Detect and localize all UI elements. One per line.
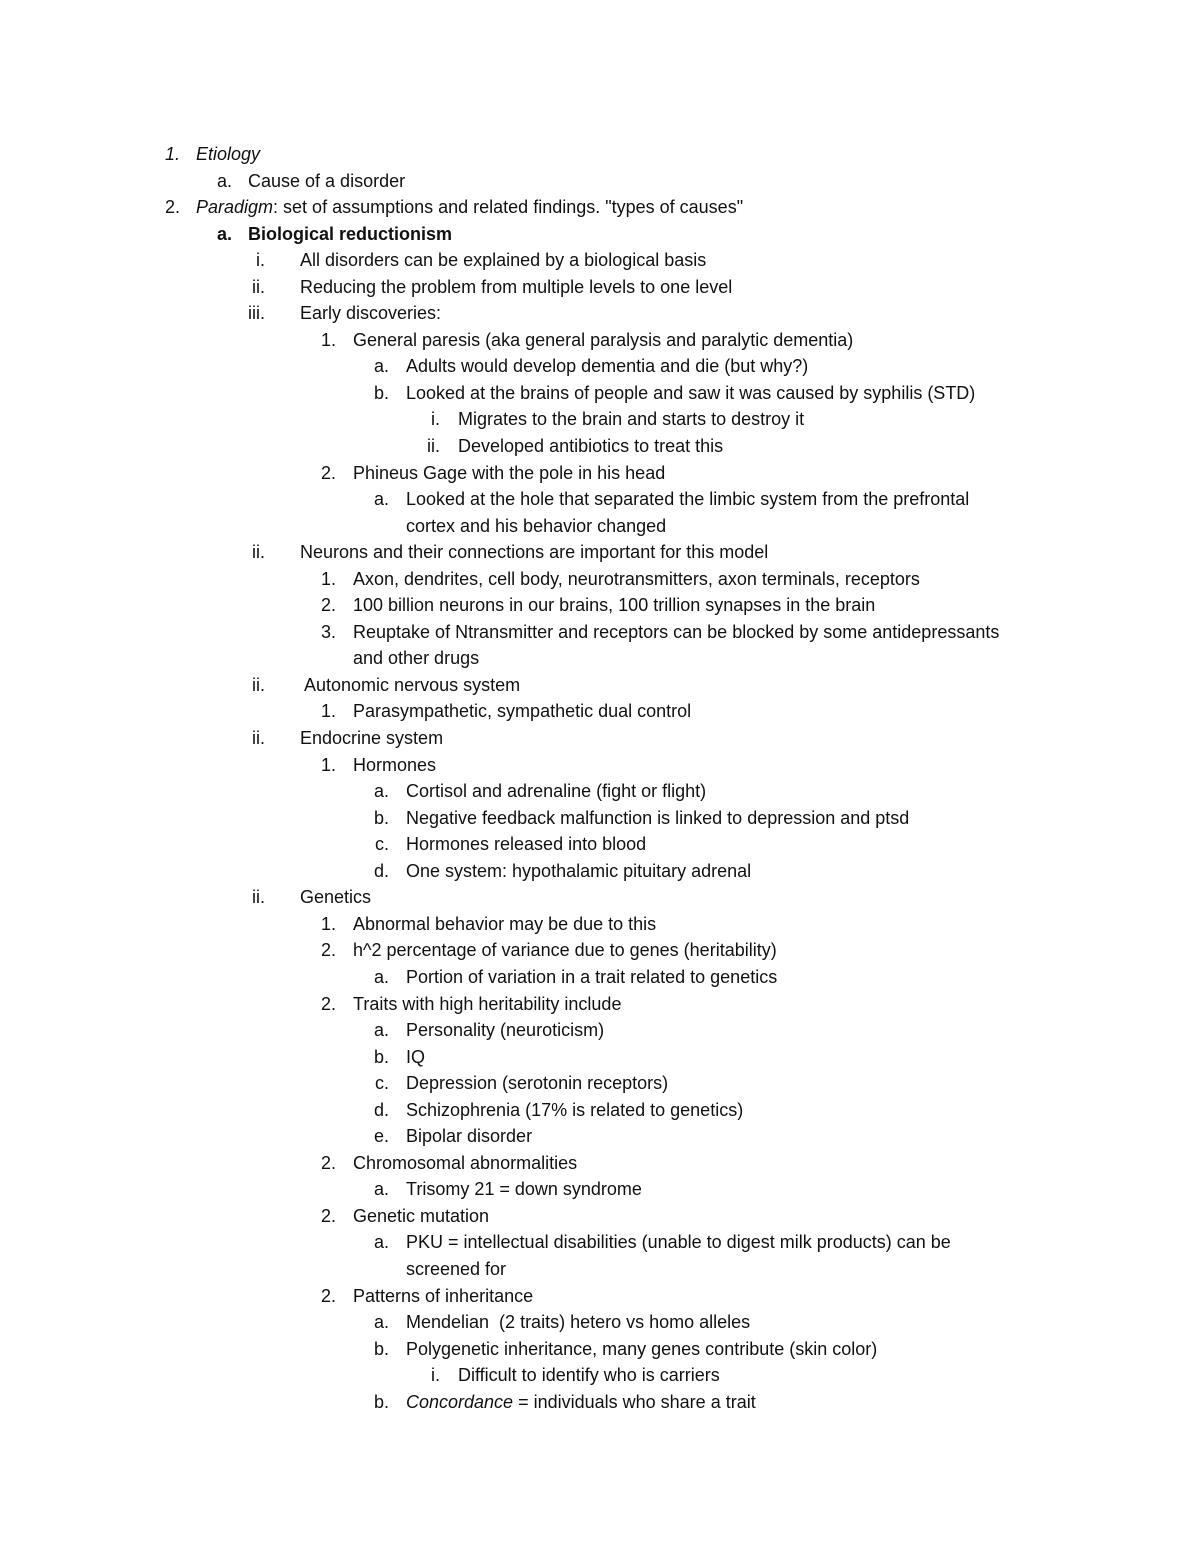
outline-item xyxy=(0,592,1200,619)
list-item-text xyxy=(406,1389,756,1416)
outline-item xyxy=(0,1362,1200,1389)
list-marker: ii. xyxy=(252,674,265,695)
list-item-text xyxy=(353,1283,533,1310)
list-marker: a. xyxy=(373,356,389,377)
text-segment: Polygenetic inheritance, many genes contribute (skin color) xyxy=(406,1338,878,1359)
list-marker: 1. xyxy=(320,913,336,934)
list-item-text xyxy=(406,380,975,407)
list-item-text xyxy=(353,1203,489,1230)
list-item-text xyxy=(458,1362,720,1389)
list-item-text xyxy=(406,353,808,380)
text-segment: Hormones released into blood xyxy=(406,834,647,855)
outline-item xyxy=(0,698,1200,725)
outline-item xyxy=(0,1389,1200,1416)
list-item-text xyxy=(353,566,920,593)
list-item-text xyxy=(406,486,969,513)
text-segment: Looked at the hole that separated the limbic system from the prefrontal xyxy=(406,489,970,510)
list-item-text xyxy=(196,141,260,168)
list-item-text xyxy=(300,884,371,911)
text-segment: Axon, dendrites, cell body, neurotransmitters, axon terminals, receptors xyxy=(353,568,920,589)
text-segment: One system: hypothalamic pituitary adrenal xyxy=(406,860,752,881)
list-marker: d. xyxy=(373,860,389,881)
outline-item xyxy=(0,1176,1200,1203)
list-item-text xyxy=(406,1176,642,1203)
list-marker: ii. xyxy=(252,887,265,908)
outline-item xyxy=(0,1044,1200,1071)
list-marker: iii. xyxy=(248,303,265,324)
list-item-text xyxy=(196,194,743,221)
text-segment: PKU = intellectual disabilities (unable to digest milk products) can be xyxy=(406,1232,951,1253)
list-item-text xyxy=(353,1150,577,1177)
list-marker: b. xyxy=(373,382,389,403)
text-segment: Reducing the problem from multiple levels to one level xyxy=(300,276,733,297)
outline-item xyxy=(0,1309,1200,1336)
text-segment: screened for xyxy=(406,1258,507,1279)
list-marker: 2. xyxy=(320,1285,336,1306)
text-segment: Hormones xyxy=(353,754,437,775)
text-segment: Personality (neuroticism) xyxy=(406,1020,605,1041)
outline-item xyxy=(0,1070,1200,1097)
text-segment: Abnormal behavior may be due to this xyxy=(353,913,657,934)
text-segment: Traits with high heritability include xyxy=(353,993,622,1014)
list-marker: 2. xyxy=(320,462,336,483)
text-segment: Schizophrenia (17% is related to genetics) xyxy=(406,1099,744,1120)
text-segment: Early discoveries: xyxy=(300,303,442,324)
outline-item xyxy=(0,672,1200,699)
list-item-text xyxy=(353,698,691,725)
outline-item xyxy=(0,991,1200,1018)
outline-item xyxy=(0,221,1200,248)
text-segment: Genetics xyxy=(300,887,372,908)
outline-item xyxy=(0,141,1200,168)
list-item-text xyxy=(248,168,405,195)
list-item-text xyxy=(353,937,777,964)
list-item-text xyxy=(406,1070,668,1097)
list-marker: 2. xyxy=(320,993,336,1014)
list-item-text xyxy=(406,1044,425,1071)
outline-item xyxy=(0,858,1200,885)
text-segment: Patterns of inheritance xyxy=(353,1285,534,1306)
outline-item xyxy=(0,778,1200,805)
list-item-text xyxy=(458,433,723,460)
list-marker: i. xyxy=(431,409,440,430)
outline-item xyxy=(0,964,1200,991)
text-segment: cortex and his behavior changed xyxy=(406,515,667,536)
outline-item-continuation xyxy=(0,513,1200,540)
text-segment: Bipolar disorder xyxy=(406,1126,533,1147)
outline-item xyxy=(0,805,1200,832)
outline-item xyxy=(0,168,1200,195)
text-segment: Adults would develop dementia and die (but why?) xyxy=(406,356,809,377)
list-item-text xyxy=(406,858,751,885)
text-segment: Migrates to the brain and starts to destroy it xyxy=(458,409,805,430)
outline-item xyxy=(0,247,1200,274)
list-marker: b. xyxy=(373,1338,389,1359)
list-marker: 2. xyxy=(164,197,180,218)
list-item-text xyxy=(353,645,479,672)
list-item-text xyxy=(353,460,665,487)
outline-item xyxy=(0,752,1200,779)
text-segment: Difficult to identify who is carriers xyxy=(458,1365,720,1386)
list-marker: c. xyxy=(374,834,389,855)
text-segment: Looked at the brains of people and saw it was caused by syphilis (STD) xyxy=(406,382,976,403)
list-item-text xyxy=(300,539,768,566)
list-marker: a. xyxy=(373,1312,389,1333)
outline-item xyxy=(0,1150,1200,1177)
text-segment: Genetic mutation xyxy=(353,1205,490,1226)
list-item-text xyxy=(406,964,777,991)
list-marker: i. xyxy=(256,250,265,271)
list-item-text xyxy=(300,247,706,274)
list-marker: i. xyxy=(431,1365,440,1386)
text-segment: and other drugs xyxy=(353,648,480,669)
outline-item xyxy=(0,1203,1200,1230)
list-marker: a. xyxy=(373,1020,389,1041)
list-marker: a. xyxy=(373,781,389,802)
list-marker: a. xyxy=(373,489,389,510)
outline-item xyxy=(0,725,1200,752)
text-segment: Endocrine system xyxy=(300,728,444,749)
bold-heading-text: Biological reductionism xyxy=(248,223,453,244)
outline-item xyxy=(0,619,1200,646)
text-segment: All disorders can be explained by a biological basis xyxy=(300,250,707,271)
outline-item xyxy=(0,831,1200,858)
list-item-text xyxy=(406,805,909,832)
text-segment: : set of assumptions and related findings. "types of causes" xyxy=(273,197,744,218)
list-item-text xyxy=(300,672,520,699)
list-marker: 1. xyxy=(320,329,336,350)
text-segment: Parasympathetic, sympathetic dual control xyxy=(353,701,692,722)
list-marker: a. xyxy=(373,1232,389,1253)
list-marker: 1. xyxy=(320,568,336,589)
list-item-text xyxy=(406,1097,743,1124)
text-segment: = individuals who share a trait xyxy=(513,1391,756,1412)
outline-item xyxy=(0,274,1200,301)
text-segment: Neurons and their connections are important for this model xyxy=(300,542,769,563)
list-item-text xyxy=(406,1229,951,1256)
text-segment: 100 billion neurons in our brains, 100 trillion synapses in the brain xyxy=(353,595,876,616)
outline-item xyxy=(0,194,1200,221)
outline-item xyxy=(0,1229,1200,1256)
notes-outline xyxy=(0,141,1200,1415)
list-item-text xyxy=(406,1309,750,1336)
text-segment: IQ xyxy=(406,1046,426,1067)
list-marker: ii. xyxy=(252,276,265,297)
text-segment: Chromosomal abnormalities xyxy=(353,1152,578,1173)
list-marker: 2. xyxy=(320,940,336,961)
outline-item xyxy=(0,911,1200,938)
text-segment: General paresis (aka general paralysis and paralytic dementia) xyxy=(353,329,854,350)
outline-item xyxy=(0,353,1200,380)
list-marker: a. xyxy=(216,223,232,244)
list-item-text xyxy=(300,300,441,327)
list-item-text xyxy=(406,1017,604,1044)
outline-item xyxy=(0,406,1200,433)
list-item-text xyxy=(353,592,875,619)
outline-item xyxy=(0,486,1200,513)
list-item-text xyxy=(353,327,853,354)
list-item-text xyxy=(300,725,443,752)
list-marker: a. xyxy=(216,170,232,191)
list-item-text xyxy=(406,1256,506,1283)
list-item-text xyxy=(406,513,666,540)
list-item-text xyxy=(353,911,656,938)
text-segment: Developed antibiotics to treat this xyxy=(458,436,724,457)
outline-item xyxy=(0,937,1200,964)
list-item-text xyxy=(406,831,646,858)
outline-item xyxy=(0,539,1200,566)
text-segment: Cortisol and adrenaline (fight or flight) xyxy=(406,781,707,802)
outline-item xyxy=(0,1017,1200,1044)
list-marker: ii. xyxy=(427,436,440,457)
list-item-text xyxy=(353,619,999,646)
list-marker: 1. xyxy=(320,701,336,722)
text-segment: h^2 percentage of variance due to genes (heritability) xyxy=(353,940,777,961)
list-marker: 3. xyxy=(320,621,336,642)
outline-item xyxy=(0,1336,1200,1363)
list-marker: ii. xyxy=(252,542,265,563)
list-item-text xyxy=(353,752,436,779)
emphasized-term: Etiology xyxy=(196,144,261,164)
list-marker: b. xyxy=(373,807,389,828)
list-item-text xyxy=(406,778,706,805)
text-segment: Phineus Gage with the pole in his head xyxy=(353,462,666,483)
outline-item xyxy=(0,1097,1200,1124)
list-item-text xyxy=(406,1336,877,1363)
outline-item xyxy=(0,1123,1200,1150)
list-marker: ii. xyxy=(252,728,265,749)
list-marker: d. xyxy=(373,1099,389,1120)
text-segment: Mendelian (2 traits) hetero vs homo alleles xyxy=(406,1312,751,1333)
list-item-text xyxy=(406,1123,532,1150)
list-marker: 2. xyxy=(320,595,336,616)
text-segment: Depression (serotonin receptors) xyxy=(406,1073,669,1094)
list-marker: e. xyxy=(373,1126,389,1147)
list-marker: 1. xyxy=(164,144,180,164)
outline-item xyxy=(0,460,1200,487)
text-segment: Autonomic nervous system xyxy=(300,674,521,695)
list-marker: a. xyxy=(373,1179,389,1200)
outline-item xyxy=(0,884,1200,911)
emphasized-term: Concordance xyxy=(406,1391,514,1412)
list-marker: c. xyxy=(374,1073,389,1094)
list-item-text xyxy=(353,991,621,1018)
outline-item xyxy=(0,566,1200,593)
outline-item xyxy=(0,1283,1200,1310)
list-marker: 2. xyxy=(320,1205,336,1226)
list-marker: 1. xyxy=(320,754,336,775)
text-segment: Portion of variation in a trait related to genetics xyxy=(406,966,778,987)
outline-item xyxy=(0,327,1200,354)
outline-item xyxy=(0,300,1200,327)
list-item-text xyxy=(300,274,732,301)
outline-item xyxy=(0,433,1200,460)
list-item-text xyxy=(458,406,804,433)
emphasized-term: Paradigm xyxy=(196,197,274,218)
list-marker: b. xyxy=(373,1391,389,1412)
outline-item-continuation xyxy=(0,1256,1200,1283)
list-marker: a. xyxy=(373,966,389,987)
text-segment: Trisomy 21 = down syndrome xyxy=(406,1179,642,1200)
text-segment: Reuptake of Ntransmitter and receptors can be blocked by some antidepressants xyxy=(353,621,1000,642)
text-segment: Cause of a disorder xyxy=(248,170,406,191)
list-marker: b. xyxy=(373,1046,389,1067)
outline-item xyxy=(0,380,1200,407)
outline-item-continuation xyxy=(0,645,1200,672)
list-marker: 2. xyxy=(320,1152,336,1173)
text-segment: Negative feedback malfunction is linked to depression and ptsd xyxy=(406,807,910,828)
list-item-text xyxy=(248,221,452,248)
